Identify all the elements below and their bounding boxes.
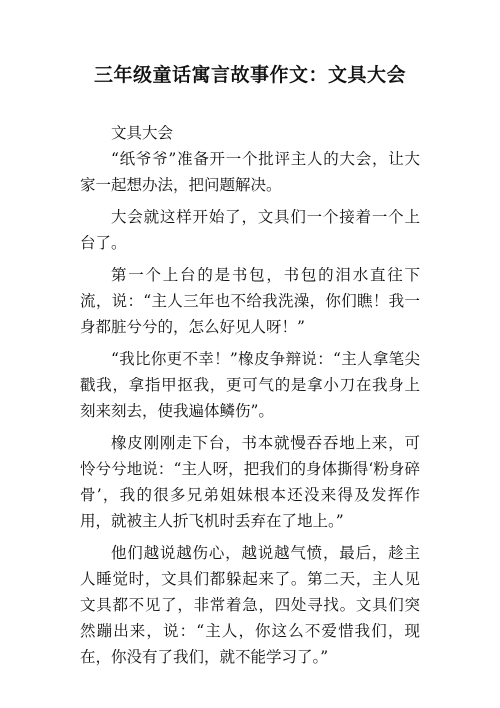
paragraph: “我比你更不幸！”橡皮争辩说：“主人拿笔尖戳我，拿指甲抠我，更可气的是拿小刀在我身上刻来刻去，使我遍体鳞伤”。 bbox=[80, 350, 420, 420]
document-body bbox=[80, 120, 420, 670]
paragraph: 橡皮刚刚走下台，书本就慢吞吞地上来，可怜兮兮地说：“主人呀，把我们的身体撕得‘粉身碎骨’，我的很多兄弟姐妹根本还没来得及发挥作用，就被主人折飞机时丢弃在了地上。” bbox=[80, 434, 420, 530]
paragraph: 他们越说越伤心，越说越气愤，最后，趁主人睡觉时，文具们都躲起来了。第二天，主人见文具都不见了，非常着急，四处寻找。文具们突然蹦出来，说：“主人，你这么不爱惜我们，现在，你没有了我们，就不能学习了。” bbox=[80, 544, 420, 666]
paragraph: “纸爷爷”准备开一个批评主人的大会，让大家一起想办法，把问题解决。 bbox=[80, 150, 420, 194]
paragraph-heading: 文具大会 bbox=[111, 124, 174, 142]
document-title: 三年级童话寓言故事作文：文具大会 bbox=[93, 64, 406, 86]
paragraph: 第一个上台的是书包，书包的泪水直往下流，说：“主人三年也不给我洗澡，你们瞧！我一身都脏兮兮的，怎么好见人呀！” bbox=[80, 266, 420, 336]
paragraph: 大会就这样开始了，文具们一个接着一个上台了。 bbox=[80, 208, 420, 252]
